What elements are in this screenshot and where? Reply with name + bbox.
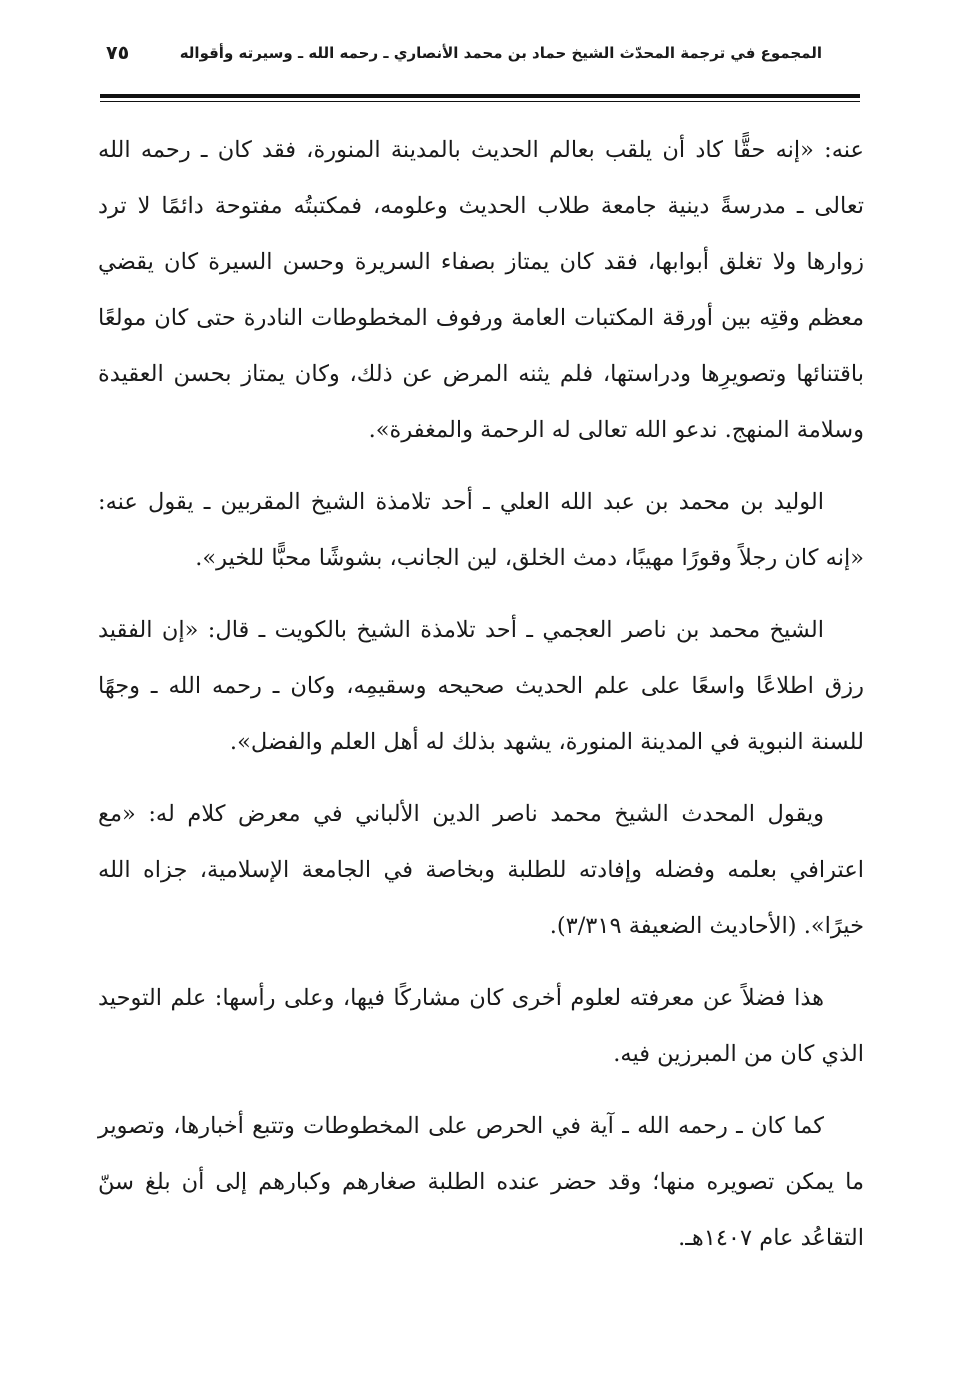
paragraph-quote-continuation: عنه: «إنه حقًّا كاد أن يلقب بعالم الحديث بالمدينة المنورة، فقد كان ـ رحمه الله تعالى ـ مدرسةً دينية جامعة طلاب الحديث وعلومه، فمكتبتُه مفتوحة دائمًا لا ترد زوارها ولا تغلق أبوابها، فقد كان يمتاز بصفاء السريرة وحسن السيرة كان يقضي معظم وقتِه بين أورقة المكتبات العامة ورفوف المخطوطات النادرة حتى كان مولعًا باقتنائها وتصويرِها ودراستها، فلم يثنه المرض عن ذلك، وكان يمتاز بحسن العقيدة وسلامة المنهج. ندعو الله تعالى له الرحمة والمغفرة».: [98, 137, 864, 443]
page-number: ٧٥: [106, 42, 130, 64]
paragraph-walid-al-ali: الوليد بن محمد بن عبد الله العلي ـ أحد تلامذة الشيخ المقربين ـ يقول عنه: «إنه كان رجلاً وقورًا مهيبًا، دمث الخلق، لين الجانب، بشوشًا محبًّا للخير».: [98, 489, 864, 571]
paragraph-muhammad-al-ajmi: الشيخ محمد بن ناصر العجمي ـ أحد تلامذة الشيخ بالكويت ـ قال: «إن الفقيد رزق اطلاعًا واسعًا على علم الحديث صحيحه وسقيمِه، وكان ـ رحمه الله ـ وجهًا للسنة النبوية في المدينة المنورة، يشهد بذلك له أهل العلم والفضل».: [98, 617, 864, 755]
running-title: المجموع في ترجمة المحدّث الشيخ حماد بن محمد الأنصاري ـ رحمه الله ـ وسيرته وأقواله: [179, 44, 822, 62]
page-header: [100, 40, 860, 74]
header-rule-thin: [100, 101, 860, 102]
body-text: [98, 122, 864, 1282]
paragraph-albani: ويقول المحدث الشيخ محمد ناصر الدين الألباني في معرض كلام له: «مع اعترافي بعلمه وفضله وإفادته للطلبة وبخاصة في الجامعة الإسلامية، جزاه الله خيرًا». (الأحاديث الضعيفة ٣/٣١٩).: [98, 801, 864, 939]
paragraph-other-sciences: هذا فضلاً عن معرفته لعلوم أخرى كان مشاركًا فيها، وعلى رأسها: علم التوحيد الذي كان من المبرزين فيه.: [98, 985, 864, 1067]
paragraph-manuscripts: كما كان ـ رحمه الله ـ آية في الحرص على المخطوطات وتتبع أخبارها، وتصوير ما يمكن تصويره منها؛ وقد حضر عنده الطلبة صغارهم وكبارهم إلى أن بلغ سنّ التقاعُد عام ١٤٠٧هـ.: [98, 1113, 865, 1251]
header-rule-thick: [100, 94, 860, 98]
